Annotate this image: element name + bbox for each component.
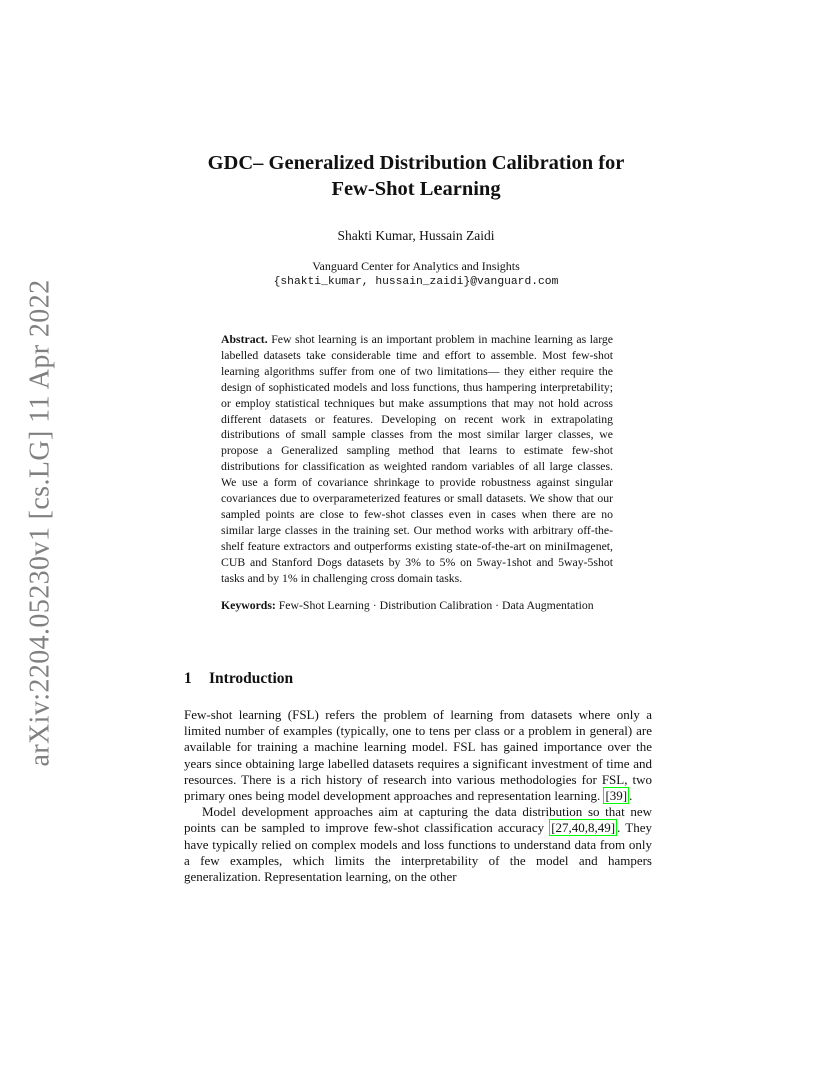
- introduction-body: [184, 707, 652, 885]
- authors: Shakti Kumar, Hussain Zaidi: [337, 228, 495, 243]
- abstract-text: Few shot learning is an important problem in machine learning as large labelled datasets take considerable time and effort to assemble. Most few-shot learning algorithms suffer from one of two limitations— they either require the design of sophisticated models and loss functions, thus hampering interpretability; or employ statistical techniques but make assumptions that may not hold across different datasets or features. Developing on recent work in extrapolating distributions of small sample classes from the most similar larger classes, we propose a Generalized sampling method that learns to estimate few-shot distributions for classification as weighted random variables of all large classes. We use a form of covariance shrinkage to provide robustness against singular covariances due to overparameterized features or small datasets. We show that our sampled points are close to few-shot classes even in cases when there are no similar large classes in the training set. Our method works with arbitrary off-the-shelf feature extractors and outperforms existing state-of-the-art on miniImagenet, CUB and Stanford Dogs datasets by 3% to 5% on 5way-1shot and 5way-5shot tasks and by 1% in challenging cross domain tasks.: [221, 333, 613, 585]
- intro-paragraph-1: Few-shot learning (FSL) refers the problem of learning from datasets where only a limited number of examples (typically, one to tens per class or a problem in general) are available for training a machine learning model. FSL has gained importance over the years since obtaining large labelled datasets requires a significant investment of time and resources. There is a rich history of research into various methodologies for FSL, two primary ones being model development approaches and representation learning. [39] .: [184, 707, 652, 804]
- para2-after-text: . They have typically relied on complex models and loss functions to understand data from only a few examples, which limits the interpretability of the model and hampers generalization. Representation learning, on the other: [184, 820, 652, 885]
- arxiv-side-identifier: [20, 279, 60, 766]
- title-line-2: Few-Shot Learning: [331, 178, 501, 200]
- author-emails: {shakti_kumar, hussain_zaidi}@vanguard.com: [273, 276, 559, 288]
- keywords: [221, 598, 613, 614]
- keywords-text: Few-Shot Learning · Distribution Calibration · Data Augmentation: [278, 598, 594, 612]
- para1-text: Few-shot learning (FSL) refers the problem of learning from datasets where only a limited number of examples (typically, one to tens per class or a problem in general) are available for training a machine learning model. FSL has gained importance over the years since obtaining large labelled datasets requires a significant investment of time and resources. There is a rich history of research into various methodologies for FSL, two primary ones being model development approaches and representation learning.: [184, 707, 652, 804]
- citation-link-group[interactable]: [27,40,8,49]: [551, 820, 616, 836]
- section-heading-introduction: [184, 670, 293, 688]
- citation-link-39[interactable]: [39]: [605, 788, 628, 804]
- abstract: [221, 332, 613, 613]
- intro-paragraph-2: [184, 804, 652, 885]
- abstract-paragraph: [221, 332, 613, 587]
- affiliation-block: [150, 258, 682, 290]
- abstract-label: Abstract.: [221, 333, 268, 346]
- paper-title: [150, 150, 682, 202]
- section-number: 1: [184, 670, 192, 687]
- affiliation: Vanguard Center for Analytics and Insights: [312, 259, 520, 273]
- section-title: Introduction: [209, 670, 294, 687]
- arxiv-id-text: arXiv:2204.05230v1 [cs.LG] 11 Apr 2022: [24, 279, 55, 766]
- keywords-label: Keywords:: [221, 598, 276, 612]
- para2-before-text: Model development approaches aim at capturing the data distribution so that new points can be sampled to improve few-shot classification accuracy: [184, 804, 652, 836]
- title-line-1: GDC– Generalized Distribution Calibration for: [207, 152, 625, 174]
